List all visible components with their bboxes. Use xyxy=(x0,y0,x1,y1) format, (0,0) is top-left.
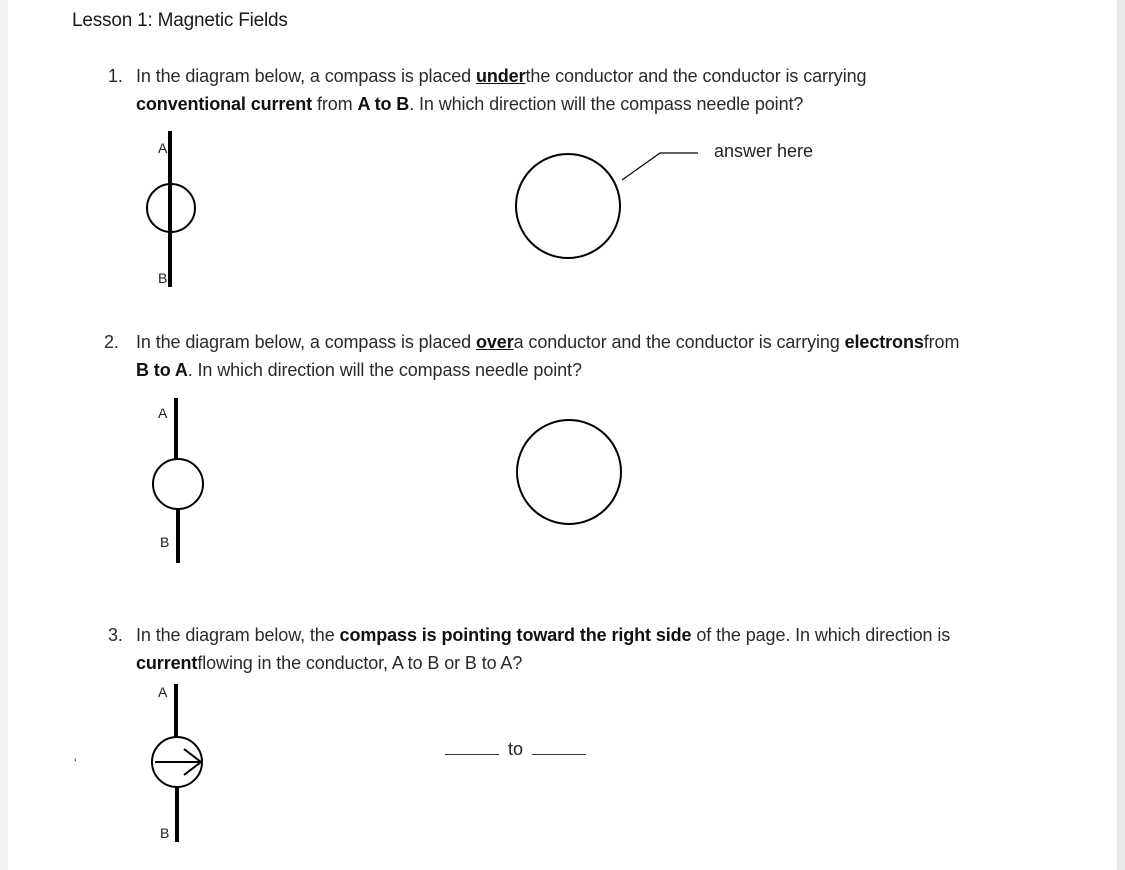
q2-conductor-diagram xyxy=(153,398,203,563)
emphasis-over: over xyxy=(476,332,514,352)
question-number: 3. xyxy=(108,625,123,645)
compass-circle xyxy=(153,459,203,509)
emphasis-under: under xyxy=(476,66,526,86)
document-page xyxy=(8,0,1117,870)
stray-mark: ʻ xyxy=(74,756,77,770)
label-a: A xyxy=(158,405,168,421)
label-a: A xyxy=(158,684,168,700)
question-number: 1. xyxy=(108,66,123,86)
to-word: to xyxy=(508,739,524,759)
question-number: 2. xyxy=(104,332,119,352)
q1-answer-compass xyxy=(516,153,698,258)
answer-placeholder[interactable]: answer here xyxy=(714,141,814,161)
page-title: Lesson 1: Magnetic Fields xyxy=(72,10,288,31)
answer-circle[interactable] xyxy=(516,154,620,258)
callout-line xyxy=(622,153,698,180)
label-b: B xyxy=(160,825,170,841)
label-a: A xyxy=(158,140,168,156)
q2-answer-circle[interactable] xyxy=(517,420,621,524)
q3-conductor-diagram xyxy=(152,684,202,842)
label-b: B xyxy=(160,534,170,550)
label-b: B xyxy=(158,270,168,286)
page-edge-right xyxy=(1117,0,1125,870)
answer-blank-to[interactable] xyxy=(532,740,586,755)
q3-answer-row xyxy=(445,739,586,760)
question-1: 1. In the diagram below, a compass is placed underthe conductor and the conductor is carrying conventional current from A to B. In which direction will the compass needle point? xyxy=(108,62,866,118)
question-3: 3. In the diagram below, the compass is pointing toward the right side of the page. In which direction is currentflowing in the conductor, A to B or B to A? xyxy=(108,621,950,677)
q1-conductor-diagram xyxy=(147,131,195,287)
page-edge-left xyxy=(0,0,8,870)
question-2: 2. In the diagram below, a compass is placed overa conductor and the conductor is carrying electronsfrom B to A. In which direction will the compass needle point? xyxy=(104,328,959,384)
answer-blank-from[interactable] xyxy=(445,740,499,755)
